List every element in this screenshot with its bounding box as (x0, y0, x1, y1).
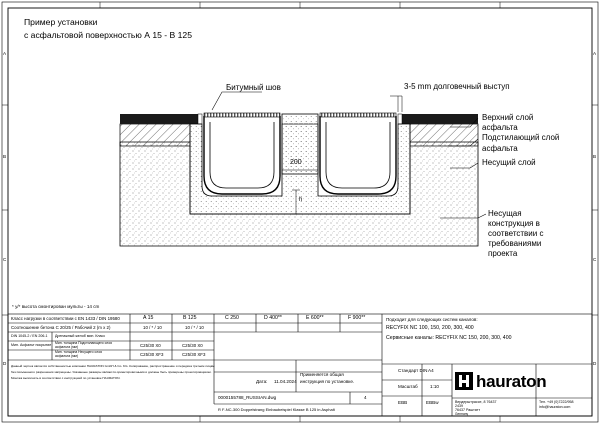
label-binder-layer-1: Подстилающий слой (482, 133, 560, 142)
row5-a: C25/30 XF3 (140, 352, 164, 357)
edge-mark-b: B (3, 154, 7, 159)
address-1: Вердерштрассе, 8 76437 (455, 400, 497, 404)
class-e600: E 600** (306, 315, 324, 321)
row4-mid-1: Мин. толщина Подстилающего слоя (55, 341, 112, 345)
drawing-title-line-1: Пример установки (24, 17, 98, 27)
author-label: ЕВВ (398, 400, 408, 405)
concrete-row-label: Соотношение бетона С 20/25 / Рабочий 2 (m x 2) (11, 325, 111, 330)
label-base-layer: Несущий слой (482, 158, 536, 167)
general-note-1: Применяется общая (300, 372, 344, 377)
brand-name: hauraton (476, 372, 547, 391)
concrete-b: 10 / * / 10 (185, 325, 204, 330)
revision: 4 (364, 395, 367, 400)
row3-left: DIN 1045-2 / EN 206-1 (11, 334, 48, 338)
row5-mid-2: асфальта (мм) (55, 354, 78, 358)
legal-note-3: Монтаж выполнять в соответствии с инструкцией по установке HAURATON. (11, 376, 121, 380)
edge-mark-d: D (3, 361, 7, 366)
legal-note-1: Данный чертеж является собственностью компании HAURATON GmbH & Co. KG. Копирование, распространение и передача третьим лицам (11, 364, 215, 368)
class-b125: B 125 (183, 315, 197, 321)
row4-b: C25/30 X0 (182, 343, 203, 348)
row4-left: Мин. Асфальт покрытие (11, 343, 52, 347)
label-binder-layer-2: асфальта (482, 144, 518, 153)
scale-label: Масштаб (398, 384, 418, 389)
standard-label: Стандарт DIN (398, 368, 428, 373)
drawing-filename: R F-NC-300 Doppelstrang Einbaubeispiel Klasse B 125 in Asphalt (218, 407, 335, 412)
phone: Тел. +49 (0)7222/958 (539, 400, 574, 404)
label-support-3: соответствии с (488, 229, 544, 238)
footnote: * у/* высота смонтирован мульты - 14 cm (12, 304, 100, 309)
author-value: EBBw (426, 400, 439, 405)
dimension-200: 200 (290, 159, 302, 166)
scale-value: 1:10 (430, 384, 439, 389)
edge-mark-a-right: A (593, 51, 597, 56)
general-note-2: инструкция по установке. (300, 379, 355, 384)
edge-mark-c: C (3, 257, 7, 262)
class-f900: F 900** (348, 315, 366, 321)
label-support-5: проекта (488, 249, 518, 258)
edge-mark-b-right: B (593, 154, 597, 159)
class-d400: D 400** (264, 315, 282, 321)
label-support-1: Несущая (488, 209, 522, 218)
row5-mid-1: Мин. толщина Несущего слоя (55, 350, 102, 354)
edge-mark-c-right: C (593, 257, 597, 262)
edge-mark-a: A (3, 51, 7, 56)
suitable-for: Подходит для следующих систем каналов: (386, 317, 478, 322)
edge-mark-d-right: D (593, 361, 597, 366)
concrete-a: 10 / * / 10 (143, 325, 162, 330)
class-a15: A 15 (143, 315, 154, 321)
label-top-layer-1: Верхний слой (482, 113, 534, 122)
drawing-number: 0000155788_RUSSIAN.dwg (218, 395, 277, 400)
dimension-h: h (299, 197, 303, 203)
label-support-4: требованиями (488, 239, 542, 248)
address-2: 2439 (455, 404, 463, 408)
class-c250: C 250 (225, 315, 239, 321)
system-2: Сервисные каналы: RECYFIX NC 150, 200, 300, 400 (386, 335, 512, 341)
label-support-2: конструкция в (488, 219, 540, 228)
hauraton-logo-icon (455, 372, 473, 390)
legal-note-2: без письменного разрешения запрещены. Указанные размеры являются ориентировочными и должны быть проверены проектировщиком. (11, 370, 212, 374)
label-bitumen-seam: Битумный шов (226, 83, 281, 92)
system-1: RECYFIX NC 100, 150, 200, 300, 400 (386, 325, 474, 331)
class-row-label: Класс нагрузки в соответствии с EN 1433 / DIN 19580 (11, 316, 120, 321)
row4-mid-2: асфальта (мм) (55, 345, 78, 349)
drawing-title-line-2: с асфальтовой поверхностью А 15 - В 125 (24, 30, 192, 40)
row3-mid: Дренажный желоб мин. Класс (55, 334, 106, 338)
address-4: Germany (455, 412, 469, 416)
date-value: 11.04.2024 (274, 379, 297, 384)
row4-a: C25/30 X0 (140, 343, 161, 348)
label-protrusion: 3-5 mm долговечный выступ (404, 82, 510, 91)
label-top-layer-2: асфальта (482, 123, 518, 132)
date-label: Дата: (256, 379, 268, 384)
row5-b: C25/30 XF3 (182, 352, 206, 357)
standard-value: A4 (428, 368, 434, 373)
address-3: 76437 Раштатт (455, 408, 480, 412)
email: info@hauraton.com (539, 405, 571, 409)
